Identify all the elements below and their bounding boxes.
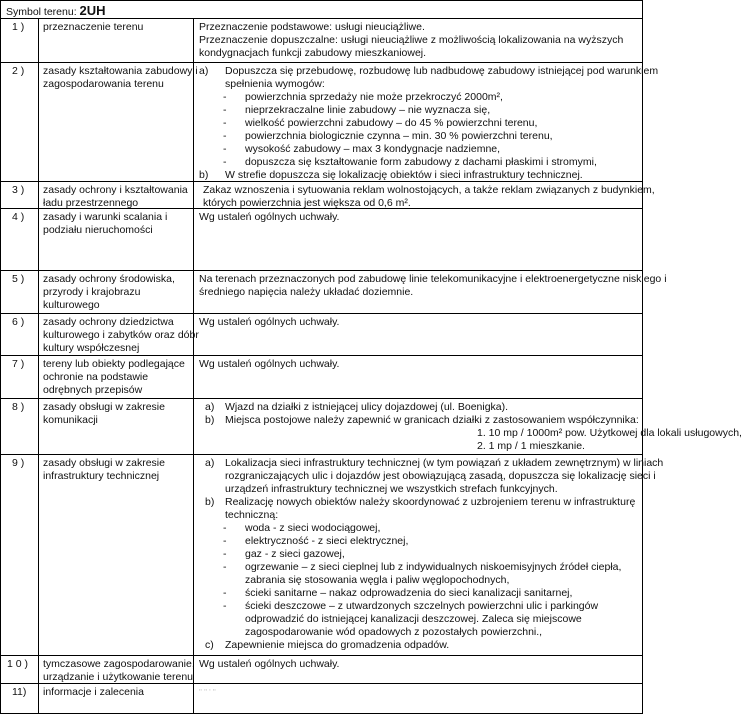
symbol-code: 2UH: [79, 3, 106, 18]
row-number: 3 ): [12, 184, 25, 196]
row-content: a) Dopuszcza się przebudowę, rozbudowę lub nadbudowę zabudowy istniejącej pod warunkiem spełnienia wymogów: - powierzchnia sprzedaży nie może przekroczyć 2000m², - nieprzekraczalne linie zabudowy – nie wyznacza się, - wielkość powierzchni zabudowy – do 45 % powierzchni terenu, - powierzchnia biologicznie czynna – min. 30 % powierzchni terenu, - wysokość zabudowy – max 3 kondygnacje nadziemne, - dopuszcza się kształtowanie form zabudowy z dachami płaskimi i stromymi, b) W strefie dopuszcza się lokalizację obiektów i sieci infrastruktury technicznej.: [193, 63, 642, 181]
row-content: Wg ustaleń ogólnych uchwały.: [193, 314, 642, 355]
list-item: a) Lokalizacja sieci infrastruktury technicznej (w tym powiązań z układem zewnętrznym) w liniach: [205, 457, 664, 469]
list-item: - elektryczność - z sieci elektrycznej,: [223, 535, 409, 547]
table-row: [1, 181, 655, 209]
list-item: 1. 10 mp / 1000m² pow. Użytkowej dla lokali usługowych,: [477, 427, 742, 439]
row-content: Na terenach przeznaczonych pod zabudowę linie telekomunikacyjne i elektroenergetyczne niskiego i średniego napięcia należy układać doziemnie.: [193, 271, 642, 313]
row-content: Przeznaczenie podstawowe: usługi nieuciążliwe. Przeznaczenie dopuszczalne: usługi nieuciążliwe z możliwością lokalizowania na wyższych kondygnacjach funkcji zabudowy mieszkaniowej.: [193, 19, 642, 62]
list-item: - wysokość zabudowy – max 3 kondygnacje nadziemne,: [223, 143, 501, 155]
row-title: zasady obsługi w zakresie infrastruktury technicznej: [38, 455, 193, 655]
row-content: Wg ustaleń ogólnych uchwały.: [193, 356, 642, 398]
row-number: 11): [12, 686, 27, 698]
row-title: tymczasowe zagospodarowanie, urządzanie i użytkowanie terenu: [38, 656, 193, 683]
table-row: [1, 454, 664, 655]
row-title: tereny lub obiekty podlegające ochronie na podstawie odrębnych przepisów: [38, 356, 193, 398]
table-row: [1, 355, 642, 398]
table-row: [1, 18, 642, 62]
table-row: [1, 398, 742, 454]
row-number: 7 ): [12, 358, 25, 370]
row-number: 1 0 ): [7, 658, 29, 670]
row-number: 5 ): [12, 273, 25, 285]
list-item: - woda - z sieci wodociągowej,: [223, 522, 381, 534]
list-item: - ścieki sanitarne – nakaz odprowadzenia do sieci kanalizacji sanitarnej,: [223, 587, 573, 599]
row-title: zasady ochrony i kształtowania ładu przestrzennego: [38, 182, 193, 208]
row-title: informacje i zalecenia: [38, 684, 193, 713]
row-number: 2 ): [12, 65, 25, 77]
list-item: 2. 1 mp / 1 mieszkanie.: [477, 440, 585, 452]
list-item: a) Wjazd na działki z istniejącej ulicy dojazdowej (ul. Boenigka).: [205, 401, 509, 413]
list-item: b) W strefie dopuszcza się lokalizację obiektów i sieci infrastruktury technicznej.: [199, 169, 583, 181]
row-content: a) Lokalizacja sieci infrastruktury technicznej (w tym powiązań z układem zewnętrznym) w liniach rozgraniczających ulic i dojazdów jest obowiązującą zasadą, dopuszcza się lokalizację sieci i urządzeń infrastruktury technicznej we wszystkich strefach funkcyjnych. b) Realizację nowych obiektów należy skoordynować z uzbrojeniem terenu w infrastrukturę techniczną: - woda - z sieci wodociągowej, - elektryczność - z sieci elektrycznej, - gaz - z sieci gazowej, - ogrzewanie – z sieci cieplnej lub z indywidualnych niskoemisyjnych źródeł ciepła, zabrania się stosowania węgla i paliw węglopochodnych, - ścieki sanitarne – nakaz odprowadzenia do sieci kanalizacji sanitarnej, - ścieki deszczowe – z utwardzonych szczelnych powierzchni ulic i parkingów odprowadzić do istniejącej kanalizacji deszczowej. Zaleca się miejscowe zagospodarowanie wód opadowych z pozostałych powierzchni., c) Zapewnienie miejsca do gromadzenia odpadów.: [193, 455, 642, 655]
symbol-header: [1, 1, 642, 18]
list-item: - nieprzekraczalne linie zabudowy – nie wyznacza się,: [223, 104, 491, 116]
row-title: zasady kształtowania zabudowy i zagospodarowania terenu: [38, 63, 193, 181]
list-item: c) Zapewnienie miejsca do gromadzenia odpadów.: [205, 639, 450, 651]
row-number: 9 ): [12, 457, 25, 469]
row-content: Zakaz wznoszenia i sytuowania reklam wolnostojących, a także reklam związanych z budynkiem, których powierzchnia jest większa od 0,6 m².: [193, 182, 642, 208]
table-row: [1, 655, 642, 683]
row-title: zasady i warunki scalania i podziału nieruchomości: [38, 209, 193, 270]
table-row: [1, 208, 642, 270]
row-content: Wg ustaleń ogólnych uchwały.: [193, 209, 642, 270]
table-row: [1, 313, 642, 355]
row-number: 1 ): [12, 21, 25, 33]
list-item: - powierzchnia sprzedaży nie może przekroczyć 2000m²,: [223, 91, 503, 103]
row-number: 6 ): [12, 316, 25, 328]
list-item: - dopuszcza się kształtowanie form zabudowy z dachami płaskimi i stromymi,: [223, 156, 597, 168]
row-number: 4 ): [12, 211, 25, 223]
row-title: przeznaczenie terenu: [38, 19, 193, 62]
list-item: - ścieki deszczowe – z utwardzonych szczelnych powierzchni ulic i parkingów: [223, 600, 599, 612]
list-item: a) Dopuszcza się przebudowę, rozbudowę lub nadbudowę zabudowy istniejącej pod warunkiem: [199, 65, 659, 77]
row-content: [193, 399, 742, 454]
row-title: zasady ochrony dziedzictwa kulturowego i zabytków oraz dóbr kultury współczesnej: [38, 314, 193, 355]
list-item: b) Realizację nowych obiektów należy skoordynować z uzbrojeniem terenu w infrastrukturę: [205, 496, 636, 508]
row-number: 8 ): [12, 401, 25, 413]
table-row: [1, 62, 659, 181]
list-item: - gaz - z sieci gazowej,: [223, 548, 345, 560]
list-item: - wielkość powierzchni zabudowy – do 45 % powierzchni terenu,: [223, 117, 538, 129]
row-content: Wg ustaleń ogólnych uchwały.: [193, 656, 642, 683]
table-row: [1, 683, 642, 713]
faint-marks: " " ' ": [199, 688, 216, 697]
symbol-label: Symbol terenu:: [6, 6, 77, 18]
list-item: - powierzchnia biologicznie czynna – min. 30 % powierzchni terenu,: [223, 130, 553, 142]
list-item: - ogrzewanie – z sieci cieplnej lub z indywidualnych niskoemisyjnych źródeł ciepła,: [223, 561, 622, 573]
list-item: b) Miejsca postojowe należy zapewnić w granicach działki z zastosowaniem współczynnika:: [205, 414, 639, 426]
row-title: zasady obsługi w zakresie komunikacji: [38, 399, 193, 454]
row-content: [193, 684, 642, 713]
table-row: [1, 270, 667, 313]
row-title: zasady ochrony środowiska, przyrody i krajobrazu kulturowego: [38, 271, 193, 313]
